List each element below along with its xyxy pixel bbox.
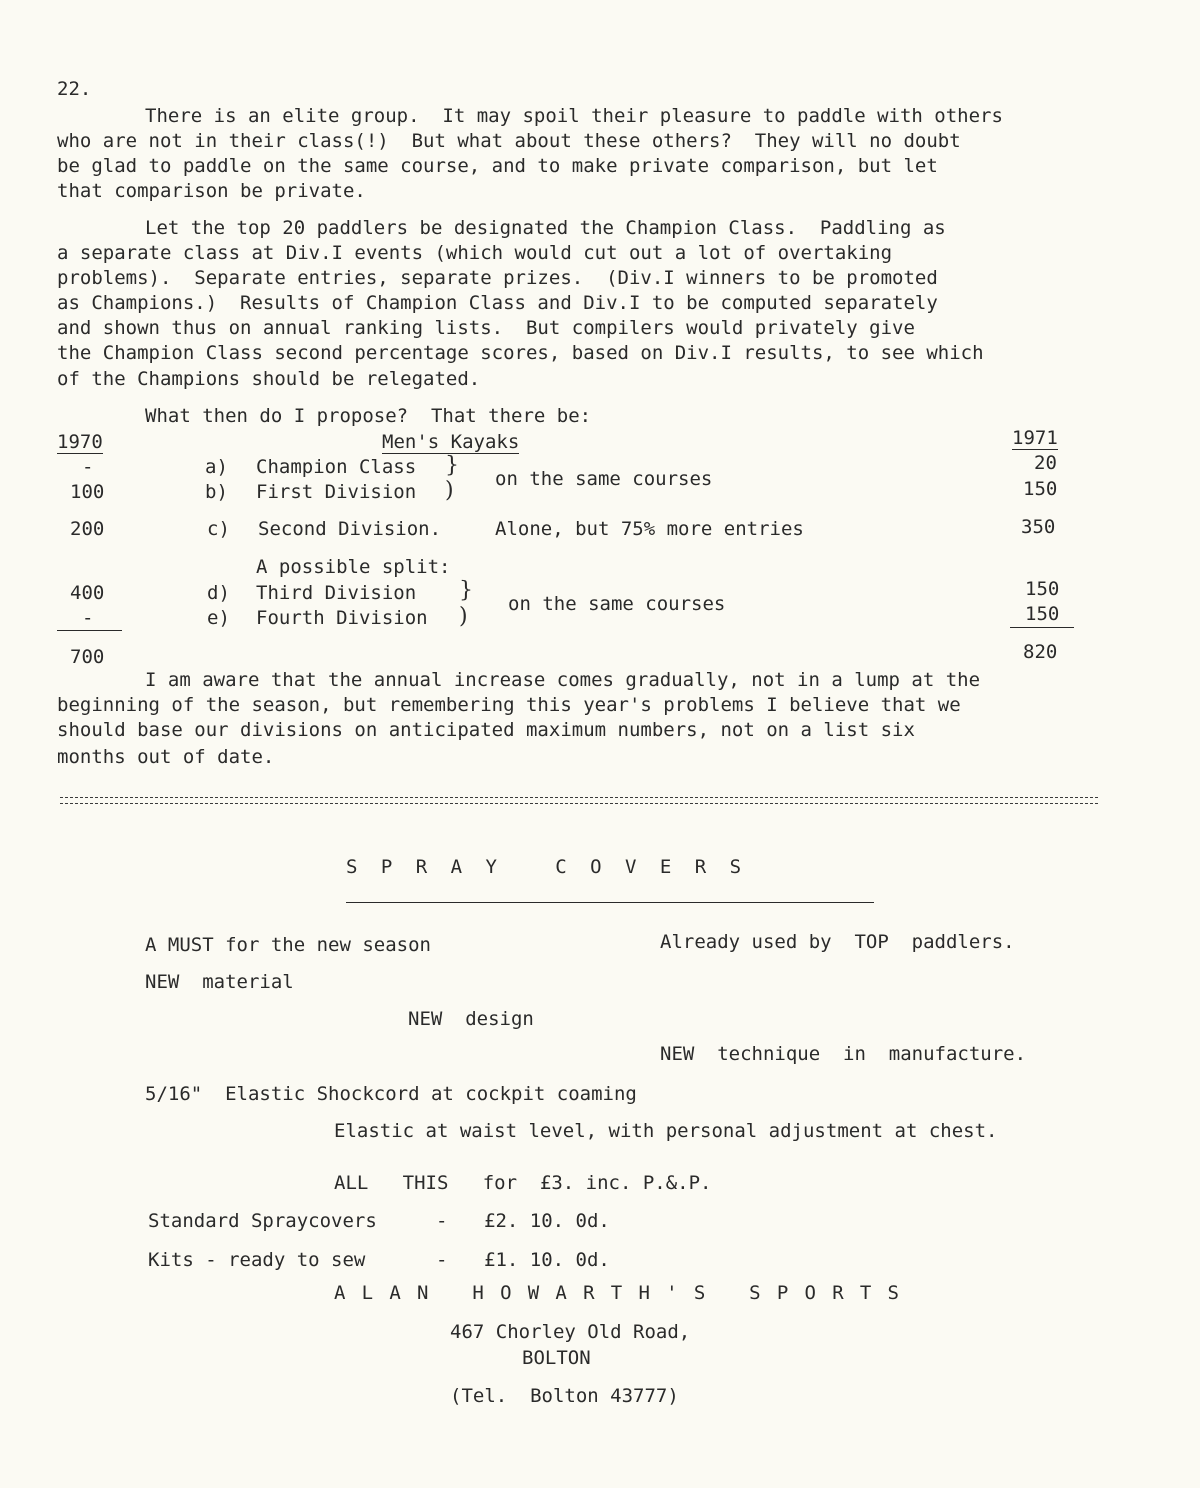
table-title: Men's Kayaks [382, 431, 520, 453]
company-phone: (Tel. Bolton 43777) [450, 1385, 679, 1407]
advert-line: NEW material [145, 971, 294, 993]
brace-ab-bottom: ) [445, 478, 454, 503]
price-dash: - [436, 1249, 448, 1271]
price-dash: - [436, 1210, 448, 1232]
advert-line: NEW design [408, 1008, 534, 1030]
advert-line: 5/16" Elastic Shockcord at cockpit coaming [145, 1083, 637, 1105]
row-label: First Division [256, 481, 417, 503]
advert-line: A MUST for the new season [145, 934, 431, 956]
text-line: who are not in their class(!) But what about these others? They will no doubt [57, 130, 961, 152]
year-right-header: 1971 [1012, 427, 1058, 449]
price-label: Kits - ready to sew [148, 1249, 366, 1271]
text-line: There is an elite group. It may spoil their pleasure to paddle with others [145, 105, 1003, 127]
row-label: Champion Class [256, 456, 417, 478]
text-line: the Champion Class second percentage scores, based on Div.I results, to see which [57, 342, 984, 364]
sum-rule-right [1010, 627, 1074, 628]
right-value: 20 [1034, 452, 1057, 474]
row-letter: e) [207, 607, 230, 629]
advert-line: Already used by TOP paddlers. [660, 931, 1015, 953]
brace-de-bottom: ) [459, 604, 468, 629]
text-line: as Champions.) Results of Champion Class and Div.I to be computed separately [57, 292, 938, 314]
left-value: 400 [70, 582, 105, 604]
advert-price-line: ALL THIS for £3. inc. P.&.P. [334, 1172, 712, 1194]
section-divider [60, 797, 1098, 804]
row-label: Second Division. [258, 518, 442, 540]
right-value: 150 [1025, 603, 1060, 625]
left-value: - [82, 456, 94, 478]
row-label: Third Division [256, 582, 417, 604]
right-value: 350 [1021, 516, 1056, 538]
sum-rule-left [57, 630, 122, 631]
row-letter: d) [207, 582, 230, 604]
year-left-header: 1970 [57, 431, 103, 453]
proposal-intro: What then do I propose? That there be: [145, 405, 592, 427]
text-line: beginning of the season, but remembering this year's problems I believe that we [57, 694, 961, 716]
heading-underline [346, 902, 874, 903]
left-value: 100 [70, 481, 105, 503]
text-line: that comparison be private. [57, 180, 366, 202]
company-name: A L A N H O W A R T H ' S S P O R T S [334, 1282, 902, 1304]
row-label: Fourth Division [256, 607, 428, 629]
advert-line: NEW technique in manufacture. [660, 1043, 1027, 1065]
total-left: 700 [70, 646, 105, 668]
text-line: a separate class at Div.I events (which would cut out a lot of overtaking [57, 242, 893, 264]
company-address: 467 Chorley Old Road, [450, 1321, 691, 1343]
advert-heading: S P R A Y C O V E R S [346, 856, 748, 878]
note-same-courses-ab: on the same courses [495, 468, 713, 490]
price-value: £2. 10. 0d. [484, 1210, 610, 1232]
total-right: 820 [1023, 641, 1058, 663]
right-value: 150 [1025, 578, 1060, 600]
split-label: A possible split: [256, 556, 451, 578]
company-town: BOLTON [522, 1347, 591, 1369]
text-line: months out of date. [57, 746, 275, 768]
row-letter: c) [207, 518, 230, 540]
text-line: Let the top 20 paddlers be designated the Champion Class. Paddling as [145, 217, 946, 239]
brace-de-top: } [459, 578, 473, 603]
price-value: £1. 10. 0d. [484, 1249, 610, 1271]
left-value: 200 [70, 518, 105, 540]
brace-ab-top: } [445, 453, 459, 478]
text-line: be glad to paddle on the same course, and to make private comparison, but let [57, 155, 938, 177]
note-second-division: Alone, but 75% more entries [495, 518, 804, 540]
left-value: - [82, 607, 94, 629]
right-value: 150 [1023, 478, 1058, 500]
row-letter: b) [205, 481, 228, 503]
page-number: 22. [57, 78, 92, 100]
row-letter: a) [205, 456, 228, 478]
price-label: Standard Spraycovers [148, 1210, 377, 1232]
advert-line: Elastic at waist level, with personal adjustment at chest. [334, 1120, 998, 1142]
text-line: I am aware that the annual increase comes gradually, not in a lump at the [145, 669, 981, 691]
text-line: and shown thus on annual ranking lists. But compilers would privately give [57, 317, 915, 339]
text-line: problems). Separate entries, separate prizes. (Div.I winners to be promoted [57, 267, 938, 289]
note-same-courses-de: on the same courses [508, 593, 726, 615]
text-line: of the Champions should be relegated. [57, 368, 481, 390]
text-line: should base our divisions on anticipated maximum numbers, not on a list six [57, 719, 915, 741]
